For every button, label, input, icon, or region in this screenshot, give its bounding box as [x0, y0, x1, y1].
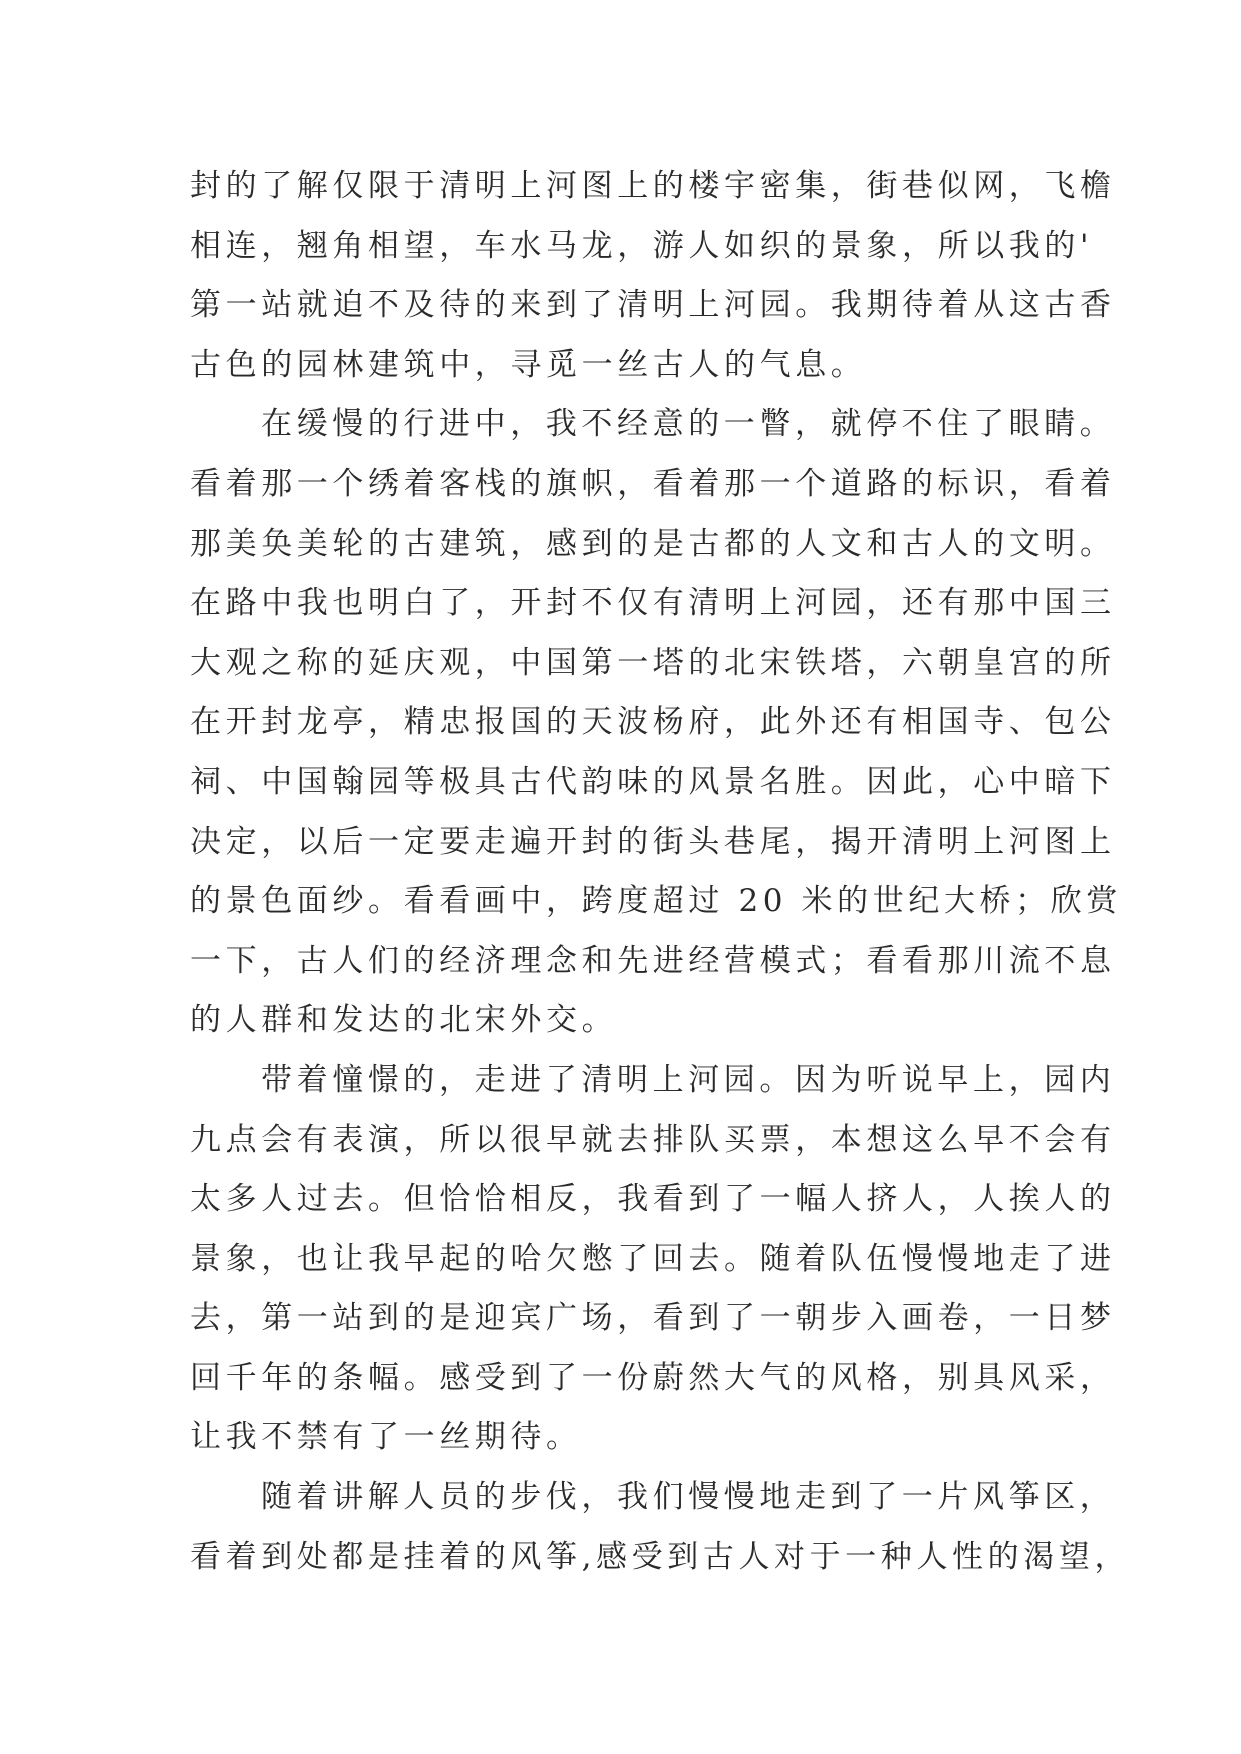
- text-line: 祠、中国翰园等极具古代韵味的风景名胜。因此，心中暗下: [190, 763, 1116, 800]
- paragraph-first-line: 随着讲解人员的步伐，我们慢慢地走到了一片风筝区，: [261, 1479, 1116, 1516]
- text-line: 看着到处都是挂着的风筝,感受到古人对于一种人性的渴望，: [190, 1538, 1131, 1575]
- paragraph-first-line: 在缓慢的行进中，我不经意的一瞥，就停不住了眼睛。: [261, 406, 1116, 443]
- text-line: 让我不禁有了一丝期待。: [190, 1419, 582, 1456]
- text-line: 去，第一站到的是迎宾广场，看到了一朝步入画卷，一日梦: [190, 1300, 1116, 1337]
- text-line: 决定，以后一定要走遍开封的街头巷尾，揭开清明上河图上: [190, 823, 1116, 860]
- text-line: 太多人过去。但恰恰相反，我看到了一幅人挤人，人挨人的: [190, 1181, 1116, 1218]
- paragraph-first-line: 带着憧憬的，走进了清明上河园。因为听说早上，园内: [261, 1061, 1116, 1098]
- text-line: 九点会有表演，所以很早就去排队买票，本想这么早不会有: [190, 1121, 1116, 1158]
- document-body: [190, 157, 1131, 1587]
- text-line: 相连，翘角相望，车水马龙，游人如织的景象，所以我的': [190, 227, 1094, 264]
- text-line: 看着那一个绣着客栈的旗帜，看着那一个道路的标识，看着: [190, 465, 1116, 502]
- text-line: 古色的园林建筑中，寻觅一丝古人的气息。: [190, 346, 867, 383]
- text-line: 景象，也让我早起的哈欠憋了回去。随着队伍慢慢地走了进: [190, 1240, 1116, 1277]
- text-line: 一下，古人们的经济理念和先进经营模式；看看那川流不息: [190, 942, 1116, 979]
- text-line: 的人群和发达的北宋外交。: [190, 1002, 618, 1039]
- text-line: 回千年的条幅。感受到了一份蔚然大气的风格，别具风采，: [190, 1359, 1116, 1396]
- text-line: 在路中我也明白了，开封不仅有清明上河园，还有那中国三: [190, 585, 1116, 622]
- text-line: 那美奂美轮的古建筑，感到的是古都的人文和古人的文明。: [190, 525, 1116, 562]
- text-line: 第一站就迫不及待的来到了清明上河园。我期待着从这古香: [190, 287, 1116, 324]
- text-line: 封的了解仅限于清明上河图上的楼宇密集，街巷似网，飞檐: [190, 168, 1116, 204]
- text-line: 的景色面纱。看看画中，跨度超过 20 米的世纪大桥；欣赏: [190, 883, 1122, 920]
- text-line: 大观之称的延庆观，中国第一塔的北宋铁塔，六朝皇宫的所: [190, 644, 1116, 681]
- text-line: 在开封龙亭，精忠报国的天波杨府，此外还有相国寺、包公: [190, 704, 1116, 741]
